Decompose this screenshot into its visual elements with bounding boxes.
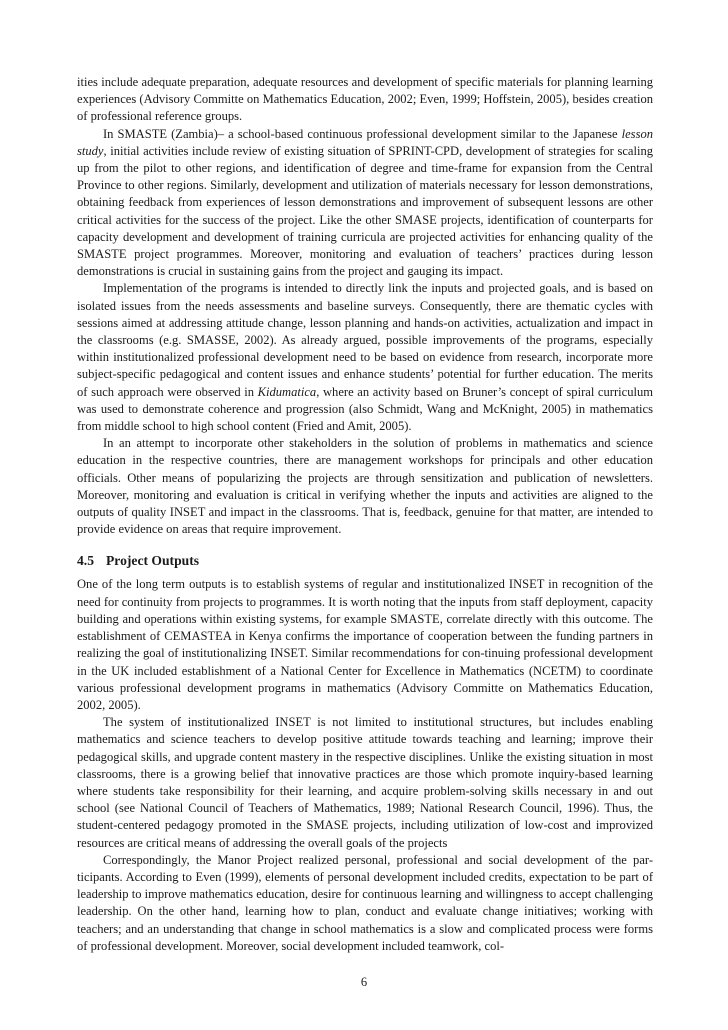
italic-text: Kidumatica (257, 384, 317, 399)
page-number: 6 (360, 975, 368, 989)
page-body (77, 74, 653, 955)
paragraph-text: Implementation of the programs is intended to directly link the inputs and projected goals, and is based on isolated issues from the needs assessments and baseline surveys. Consequently, there are thematic cycles with sessions aimed at addressing attitude change, lesson planning and hands-on activities, actualization and impact in the classrooms (e.g. SMASSE, 2002). As already argued, possible improvements of the programs, especially within institutionalized professional development need to be based on evidence from research, incorporate more subject-specific pedagogical and content issues and enhance students’ potential for further education. The merits of such approach were observed in (77, 281, 653, 399)
paragraph (77, 435, 653, 538)
text-block-after (77, 576, 653, 954)
paragraph (77, 74, 653, 126)
paragraph-text: One of the long term outputs is to establish systems of regular and institutionalized INSET in recognition of the need for continuity from projects to programmes. It is worth noting that the inputs from staff deployment, capacity building and operations within existing systems, for example SMASTE, correlate directly with this outcome. The establishment of CEMASTEA in Kenya confirms the importance of cooperation between the funding partners in realizing the goal of institutionalizing INSET. Similar recommendations for con-tinuing professional development in the UK included establishment of a National Center for Excellence in Mathematics (NCETM) to coordinate various professional development programs in mathematics (Advisory Committe on Mathematics Education, 2002, 2005). (77, 577, 653, 712)
paragraph-text: The system of institutionalized INSET is not limited to institutional structures, but includes enabling mathematics and science teachers to develop positive attitude towards teaching and learning; improve their pedagogical skills, and upgrade content mastery in the respective disciplines. Unlike the existing situation in most classrooms, there is a growing belief that innovative practices are those which promote inquiry-based learning where students take responsibility for their learning, and acquire problem-solving skills necessary in and out school (see National Council of Teachers of Mathematics, 1989; National Research Council, 1996). Thus, the student-centered pedagogy promoted in the SMASE projects, including utilization of low-cost and improvized resources are critical means of addressing the overall goals of the projects (77, 715, 653, 850)
paragraph-text: In SMASTE (Zambia)– a school-based continuous professional development similar to the Japanese (103, 126, 622, 141)
section-number: 4.5 (77, 553, 94, 569)
paragraph-text: In an attempt to incorporate other stakeholders in the solution of problems in mathematics and science education in the respective countries, there are management workshops for principals and other education officials. Other means of popularizing the projects are through sensitization and publication of newsletters. Moreover, monitoring and evaluation is critical in verifying whether the inputs and activities are aligned to the outputs of quality INSET and impact in the classrooms. That is, feedback, genuine for that matter, are intended to provide evidence on areas that require improvement. (77, 436, 653, 537)
section-heading (77, 552, 653, 570)
paragraph (77, 280, 653, 435)
italic-text: lesson study (77, 126, 653, 158)
paragraph-text: , where an activity based on Bruner’s concept of spiral curriculum was used to demonstrate coherence and progression (also Schmidt, Wang and McKnight, 2005) in mathematics from middle school to high school content (Fried and Amit, 2005). (77, 384, 653, 434)
paragraph-text: Correspondingly, the Manor Project realized personal, professional and social development of the par-ticipants. According to Even (1999), elements of personal development included credits, expectation to be part of leadership to improve mathematics education, desire for continuous learning and willingness to accept challenging leadership. On the other hand, learning how to plan, conduct and evaluate change initiatives; working with teachers; and an understanding that change in school mathematics is a slow and complicated process were forms of professional development. Moreover, social development included teamwork, col- (77, 852, 653, 953)
section-title: Project Outputs (106, 553, 200, 569)
paragraph-text: ities include adequate preparation, adequate resources and development of specific materials for planning learning experiences (Advisory Committe on Mathematics Education, 2002; Even, 1999; Hoffstein, 2005), besides creation of professional reference groups. (77, 75, 653, 124)
paragraph (77, 576, 653, 714)
text-block-before (77, 74, 653, 538)
paragraph-text: , initial activities include review of existing situation of SPRINT-CPD, development of strategies for scaling up from the pilot to other regions, and identification of degree and time-frame for expansion from the Central Province to other regions. Similarly, development and utilization of materials necessary for lesson demonstrations, obtaining feedback from experiences of lesson demonstrations and improvement of subsequent lessons are other critical activities for the success of the project. Like the other SMASE projects, identification of counterparts for capacity development and development of training curricula are projected activities for enhancing quality of the SMASTE project programmes. Moreover, monitoring and evaluation of teachers’ practices during lesson demonstrations is crucial in sustaining gains from the project and gauging its impact. (77, 143, 653, 279)
paragraph (77, 852, 653, 955)
paragraph (77, 126, 653, 281)
paragraph (77, 714, 653, 852)
